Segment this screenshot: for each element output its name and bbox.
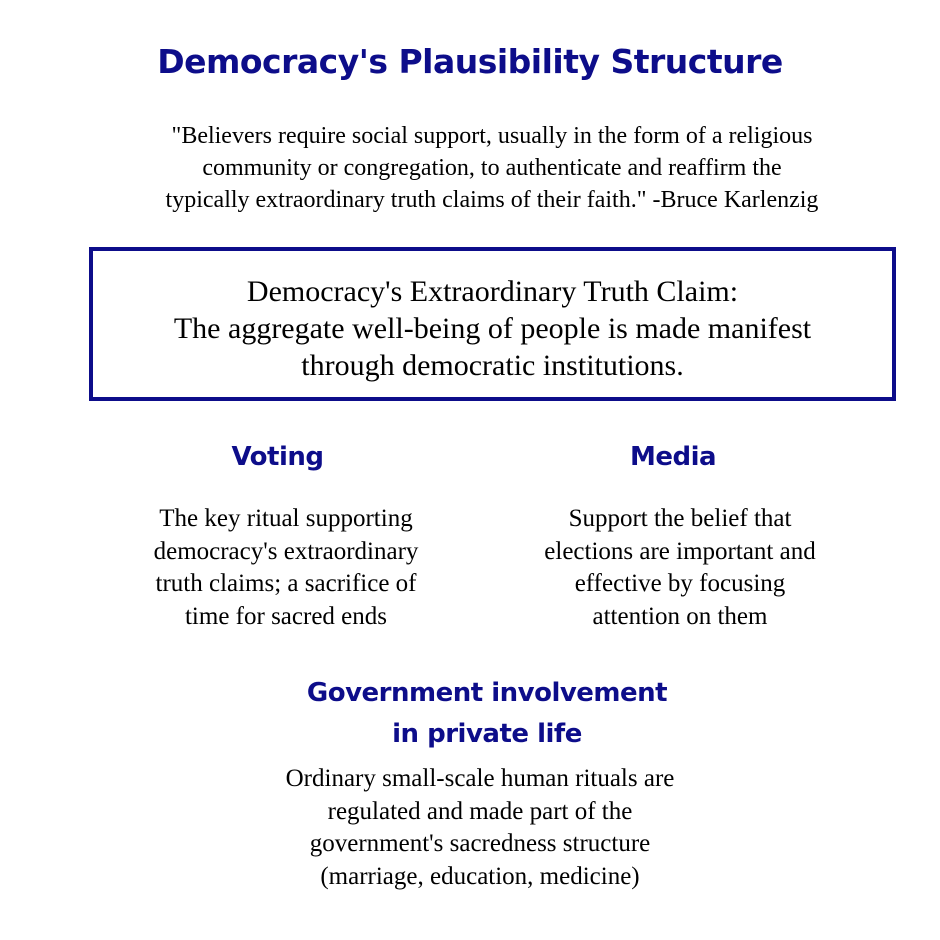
quote-line: community or congregation, to authenticate and reaffirm the: [202, 155, 782, 181]
voting-description: [110, 503, 462, 633]
quote-line: typically extraordinary truth claims of their faith." -Bruce Karlenzig: [165, 187, 819, 213]
media-line: Support the belief that: [568, 505, 792, 532]
claim-line: through democratic institutions.: [301, 349, 684, 382]
media-description: [500, 503, 860, 633]
government-line: Ordinary small-scale human rituals are: [285, 765, 675, 792]
government-heading-line: in private life: [392, 719, 582, 749]
government-line: regulated and made part of the: [327, 797, 633, 825]
government-line: government's sacredness structure: [309, 830, 651, 857]
media-heading: Media: [629, 442, 717, 472]
voting-heading: Voting: [231, 442, 324, 472]
media-line: elections are important and: [544, 537, 816, 565]
government-description: [230, 763, 730, 893]
diagram-title: Democracy's Plausibility Structure: [157, 42, 783, 81]
media-line: effective by focusing: [574, 570, 786, 597]
government-heading-line: Government involvement: [306, 678, 668, 708]
media-line: attention on them: [592, 602, 768, 630]
voting-line: democracy's extraordinary: [153, 537, 419, 565]
quote-line: "Believers require social support, usually in the form of a religious: [171, 123, 813, 149]
claim-line: Democracy's Extraordinary Truth Claim:: [246, 275, 739, 308]
voting-line: The key ritual supporting: [159, 505, 413, 532]
karlenzig-quote: [100, 120, 884, 216]
claim-line: The aggregate well-being of people is made manifest: [173, 312, 812, 345]
government-heading: [250, 673, 724, 755]
government-line: (marriage, education, medicine): [320, 862, 640, 890]
truth-claim-box: [89, 247, 896, 401]
voting-line: truth claims; a sacrifice of: [155, 570, 417, 597]
voting-line: time for sacred ends: [184, 602, 387, 630]
truth-claim-text: [93, 273, 892, 384]
